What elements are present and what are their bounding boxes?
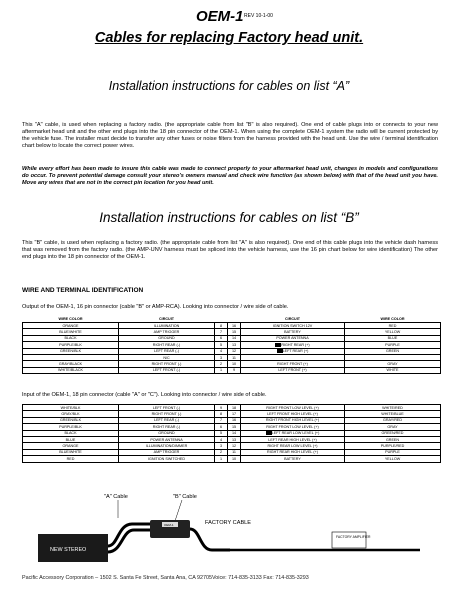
wire-color-left-cell: RED bbox=[23, 456, 119, 462]
circuit-left-cell: POWER ANTENNA bbox=[119, 436, 215, 442]
pin-right-cell: 14 bbox=[228, 430, 241, 436]
pin-left-cell: 5 bbox=[215, 342, 228, 348]
circuit-left-cell: LEFT FRONT (-) bbox=[119, 405, 215, 411]
pin-left-cell: 5 bbox=[215, 430, 228, 436]
pin-left-cell: 4 bbox=[215, 348, 228, 354]
circuit-left-cell: RIGHT REAR (-) bbox=[119, 342, 215, 348]
wire-color-right-cell: PURPLE/RED bbox=[345, 443, 441, 449]
footer-contact: Pacific Accessory Corporation – 1502 S. Santa Fe Street, Santa Ana, CA 92705Voice: 714-835-3133 Fax: 714-835-3293 bbox=[22, 575, 309, 581]
output-wire-table bbox=[22, 316, 441, 374]
section-b-paragraph: This "B" cable, is used when replacing a factory radio. (the appropriate cable from list "A" is also required). One end of this cable plugs into the vehicle dash harness that was removed from the factory radio. (the AMP-UNV harness must be spliced into the vehicle harness, use the 16 pin chart below for wire identification) The other end plugs into the 18 pin connector of the OEM-1. bbox=[22, 240, 438, 260]
wire-color-left-cell: WHITE/BLACK bbox=[23, 367, 119, 373]
circuit-right-cell: LEFT REAR HIGH LEVEL (+) bbox=[241, 436, 345, 442]
wire-color-left-cell: GRAY/BLACK bbox=[23, 361, 119, 367]
wire-color-left-cell: BLACK bbox=[23, 430, 119, 436]
circuit-right-cell: RIGHT REAR LOW LEVEL (+) bbox=[241, 443, 345, 449]
pin-left-cell: 6 bbox=[215, 424, 228, 430]
pin-right-cell: 16 bbox=[228, 417, 241, 423]
wire-color-left-cell: PURPLE/BLK bbox=[23, 342, 119, 348]
pin-right-cell: 15 bbox=[228, 329, 241, 335]
section-b-heading: Installation instructions for cables on list “B” bbox=[99, 210, 359, 225]
output-table-caption: Output of the OEM-1, 16 pin connector (cable "B" or AMP-RCA). Looking into connector / wire side of cable. bbox=[22, 304, 289, 310]
circuit-right-cell: LEFT FRONT (+) bbox=[241, 367, 345, 373]
pin-left-cell: 9 bbox=[215, 405, 228, 411]
circuit-left-cell: RIGHT FRONT (-) bbox=[119, 411, 215, 417]
input-wire-table bbox=[22, 404, 441, 463]
circuit-left-cell: ILLUMINATION bbox=[119, 323, 215, 329]
pin-left-cell: 1 bbox=[215, 367, 228, 373]
wire-color-left-cell: GREEN/BLK bbox=[23, 348, 119, 354]
pin-right-cell: 14 bbox=[228, 335, 241, 341]
wire-color-left-cell: GRAY/BLK bbox=[23, 411, 119, 417]
wire-color-right-cell: YELLOW bbox=[345, 329, 441, 335]
wire-color-right-cell: GRAY bbox=[345, 424, 441, 430]
pin-left-cell: 2 bbox=[215, 449, 228, 455]
main-heading: Cables for replacing Factory head unit. bbox=[94, 30, 364, 46]
pin-marker bbox=[266, 431, 272, 435]
wire-color-right-cell: WHITE/RED bbox=[345, 405, 441, 411]
wire-color-right-cell: YELLOW bbox=[345, 456, 441, 462]
cable-diagram bbox=[0, 480, 458, 570]
header-circuit: CIRCUIT bbox=[159, 317, 174, 321]
pin-right-cell: 15 bbox=[228, 424, 241, 430]
document-header bbox=[0, 8, 458, 28]
header-wire-color: WIRE COLOR bbox=[380, 317, 405, 321]
revision-label: REV 10-1-00 bbox=[244, 13, 273, 19]
circuit-right-cell: BATTERY bbox=[241, 456, 345, 462]
circuit-right-cell: LEFT REAR LOW LEVEL (+) bbox=[241, 430, 345, 436]
pin-right-cell: 18 bbox=[228, 405, 241, 411]
circuit-left-cell: IGNITION SWITCHED bbox=[119, 456, 215, 462]
circuit-right-cell: LEFT FRONT HIGH LEVEL (+) bbox=[241, 411, 345, 417]
cable-a-wire bbox=[108, 524, 150, 546]
pin-left-cell: 1 bbox=[215, 456, 228, 462]
section-a-paragraph-1: This "A" cable, is used when replacing a factory radio. (the appropriate cable from list "B" is also required). One end of cable plugs into or connects to your new aftermarket head unit and the other end plugs into the 18 pin connector of the OEM-1. When using the complete OEM-1 system the radio will be current protected by the vehicle fuse. The installer must decide to transfer any other fuses or noise filters from the harness provided with the head unit. Use the wire / terminal identification chart below to locate the correct power wires. bbox=[22, 122, 438, 149]
table-row bbox=[23, 367, 441, 373]
pin-right-cell: 13 bbox=[228, 436, 241, 442]
circuit-right-cell: RIGHT FRONT LOW LEVEL (+) bbox=[241, 424, 345, 430]
circuit-left-cell: LEFT REAR (-) bbox=[119, 417, 215, 423]
factory-amplifier bbox=[332, 532, 371, 548]
pin-left-cell: 2 bbox=[215, 361, 228, 367]
circuit-left-cell: LEFT FRONT (-) bbox=[119, 367, 215, 373]
circuit-right-cell: RIGHT FRONT LOW LEVEL (+) bbox=[241, 405, 345, 411]
header-circuit: CIRCUIT bbox=[285, 317, 300, 321]
wire-color-left-cell: ORANGE bbox=[23, 323, 119, 329]
wire-color-left-cell: GREEN/BLK bbox=[23, 417, 119, 423]
wire-color-right-cell: GREEN/RED bbox=[345, 430, 441, 436]
circuit-right-cell: IGNITION SWITCH 12V bbox=[241, 323, 345, 329]
wire-color-right-cell: GRAY/RED bbox=[345, 417, 441, 423]
section-a-warning-paragraph: While every effort has been made to insure this cable was made to connect properly to your aftermarket head unit, changes in models and configurations do occur. To prevent potential damage consult your stereo's owners manual and check wire function (as shown below) with that of the head unit you have. Move any wires that are not in the correct pin location for you head unit. bbox=[22, 166, 438, 186]
cable-b-wire bbox=[190, 529, 230, 550]
circuit-left-cell: GROUND bbox=[119, 430, 215, 436]
factory-cable-label: FACTORY CABLE bbox=[205, 520, 252, 526]
pin-left-cell: 8 bbox=[215, 411, 228, 417]
wire-color-right-cell: WHITE bbox=[345, 367, 441, 373]
pin-right-cell: 9 bbox=[228, 367, 241, 373]
wire-color-left-cell: PURPLE/BLK bbox=[23, 424, 119, 430]
pin-right-cell: 17 bbox=[228, 411, 241, 417]
circuit-right-cell: RIGHT REAR HIGH LEVEL (+) bbox=[241, 449, 345, 455]
input-table-caption: Input of the OEM-1, 18 pin connector (cable "A" or "C"). Looking into connector / wire side of cable. bbox=[22, 392, 267, 398]
section-a-heading: Installation instructions for cables on list “A” bbox=[108, 79, 350, 93]
pin-marker bbox=[275, 343, 281, 347]
circuit-right-cell: POWER ANTENNA bbox=[241, 335, 345, 341]
pin-left-cell: 6 bbox=[215, 335, 228, 341]
wire-color-left-cell: BLUE/WHITE bbox=[23, 449, 119, 455]
circuit-left-cell: LEFT REAR (-) bbox=[119, 348, 215, 354]
wire-color-left-cell: BLUE bbox=[23, 436, 119, 442]
wire-color-right-cell: WHITE/BLUE bbox=[345, 411, 441, 417]
cable-a-label: "A" Cable bbox=[104, 494, 128, 500]
cable-a-label-group bbox=[104, 494, 128, 500]
wire-color-right-cell: PURPLE bbox=[345, 342, 441, 348]
circuit-right-cell: LEFT REAR (+) bbox=[241, 348, 345, 354]
circuit-right-cell: RIGHT REAR (+) bbox=[241, 342, 345, 348]
wire-color-left-cell: BLUE/WHITE bbox=[23, 329, 119, 335]
pin-right-cell: 10 bbox=[228, 456, 241, 462]
pin-right-cell: 11 bbox=[228, 449, 241, 455]
pin-marker bbox=[277, 349, 283, 353]
circuit-left-cell: N/C bbox=[119, 354, 215, 360]
circuit-right-cell: RIGHT FRONT (+) bbox=[241, 361, 345, 367]
document-title: OEM-1 bbox=[196, 8, 244, 25]
pin-right-cell: 12 bbox=[228, 443, 241, 449]
pin-left-cell: 7 bbox=[215, 329, 228, 335]
wire-color-left-cell: WHITE/BLK bbox=[23, 405, 119, 411]
wire-identification-heading: WIRE AND TERMINAL IDENTIFICATION bbox=[22, 287, 144, 294]
circuit-left-cell: ILLUMINATION/DIMMER bbox=[119, 443, 215, 449]
pin-right-cell: 12 bbox=[228, 348, 241, 354]
factory-amplifier-label: FACTORY AMPLIFIER bbox=[336, 535, 371, 539]
circuit-right-cell: RIGHT FRONT HIGH LEVEL (+) bbox=[241, 417, 345, 423]
wire-color-right-cell: RED bbox=[345, 323, 441, 329]
wire-color-right-cell: GREEN bbox=[345, 348, 441, 354]
pin-right-cell: 13 bbox=[228, 342, 241, 348]
circuit-left-cell: AMP TRIGGER bbox=[119, 329, 215, 335]
table-row bbox=[23, 456, 441, 462]
new-stereo-unit bbox=[38, 534, 108, 562]
new-stereo-label: NEW STEREO bbox=[50, 547, 87, 553]
circuit-left-cell: RIGHT FRONT (-) bbox=[119, 361, 215, 367]
wire-color-right-cell: PURPLE bbox=[345, 449, 441, 455]
pin-left-cell: 8 bbox=[215, 323, 228, 329]
pin-right-cell: 11 bbox=[228, 354, 241, 360]
wire-color-right-cell: GRAY bbox=[345, 361, 441, 367]
circuit-left-cell: GROUND bbox=[119, 335, 215, 341]
cable-b-label: "B" Cable bbox=[173, 494, 197, 500]
pin-left-cell: 4 bbox=[215, 436, 228, 442]
circuit-left-cell: RIGHT REAR (-) bbox=[119, 424, 215, 430]
circuit-right-cell: BATTERY bbox=[241, 329, 345, 335]
pin-right-cell: 10 bbox=[228, 361, 241, 367]
header-wire-color: WIRE COLOR bbox=[58, 317, 83, 321]
pin-right-cell: 16 bbox=[228, 323, 241, 329]
wire-color-right-cell: GREEN bbox=[345, 436, 441, 442]
pin-left-cell: 3 bbox=[215, 354, 228, 360]
circuit-left-cell: AMP TRIGGER bbox=[119, 449, 215, 455]
wire-color-right-cell: BLUE bbox=[345, 335, 441, 341]
wire-color-left-cell: ORANGE bbox=[23, 443, 119, 449]
pin-left-cell: 3 bbox=[215, 443, 228, 449]
wire-color-left-cell: BLACK bbox=[23, 335, 119, 341]
oem-1-module bbox=[150, 520, 190, 538]
oem-1-module-label: OEM-1 bbox=[164, 523, 174, 527]
pin-left-cell: 7 bbox=[215, 417, 228, 423]
